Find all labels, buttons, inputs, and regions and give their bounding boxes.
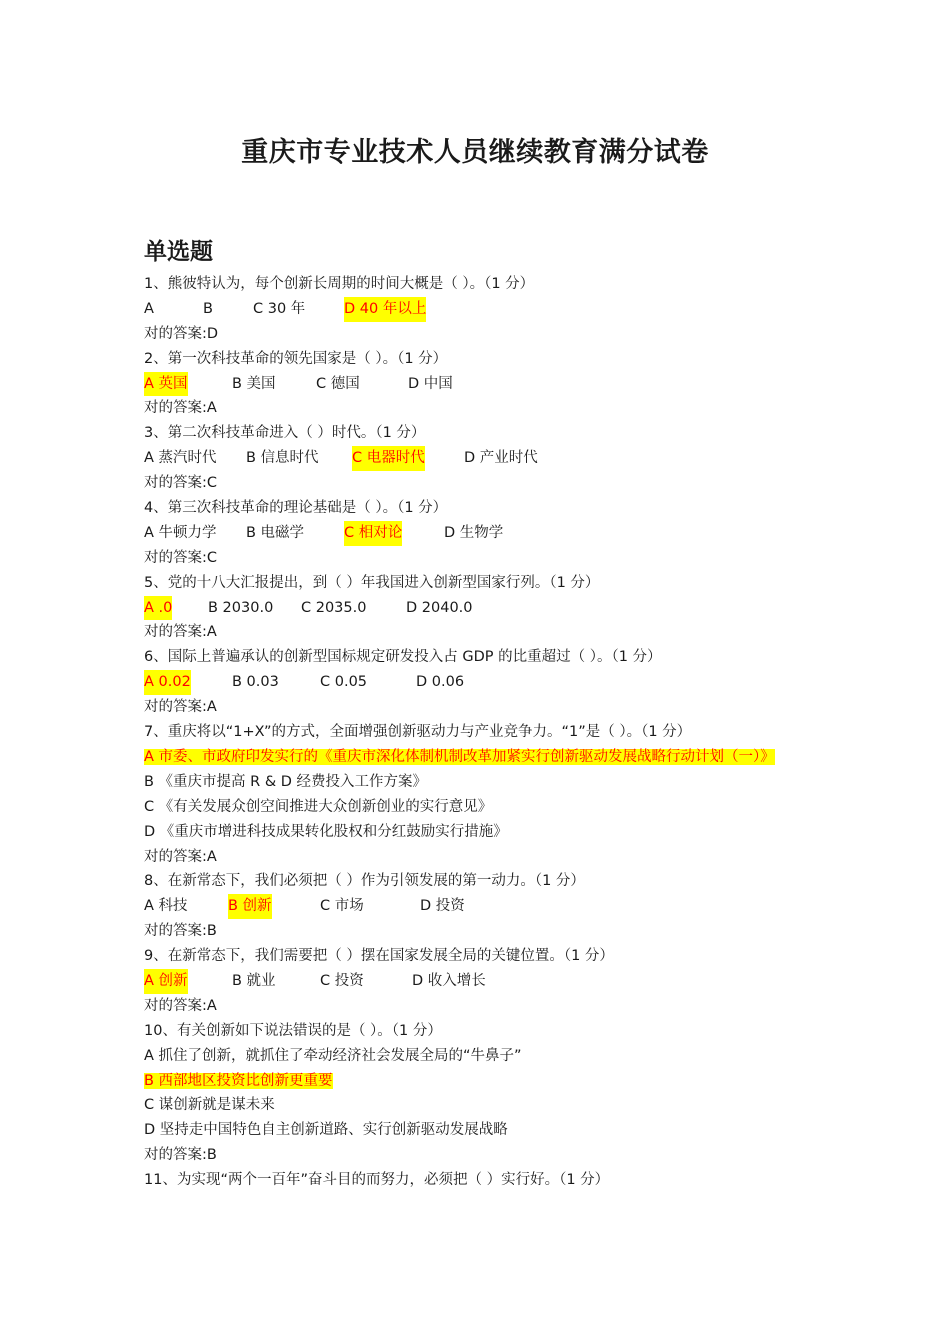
option-b: B 0.03 <box>232 674 279 691</box>
option-a-highlighted: A 市委、市政府印发实行的《重庆市深化体制机制改革加紧实行创新驱动发展战略行动计划（一）》 <box>144 748 775 765</box>
option-d: D 0.06 <box>416 674 465 691</box>
answer-text: 对的答案:A <box>144 848 217 865</box>
answer-text: 对的答案:A <box>144 997 217 1014</box>
option-c: C 投资 <box>320 972 364 989</box>
option-b: B <box>203 300 213 317</box>
answer-text: 对的答案:B <box>144 1147 217 1164</box>
option-c: C 30 年 <box>253 300 306 317</box>
option-a-highlighted: A .0 <box>144 596 172 621</box>
question-text: 2、第一次科技革命的领先国家是（ ）。（1 分） <box>144 350 448 367</box>
option-b: B 电磁学 <box>246 524 305 541</box>
option-d-highlighted: D 40 年以上 <box>344 297 426 322</box>
options-row <box>144 297 824 322</box>
answer-text: 对的答案:B <box>144 923 217 940</box>
option-c: C 市场 <box>320 898 364 915</box>
option-a: A 牛顿力学 <box>144 524 217 541</box>
option-b: B 就业 <box>232 972 276 989</box>
option-d: D 2040.0 <box>406 599 473 616</box>
question-text: 10、有关创新如下说法错误的是（ ）。（1 分） <box>144 1022 442 1039</box>
option-a-row <box>144 745 824 770</box>
answer-text: 对的答案:A <box>144 624 217 641</box>
option-b: B 信息时代 <box>246 450 319 467</box>
answer-text: 对的答案:C <box>144 475 218 492</box>
option-d: D 投资 <box>420 898 465 915</box>
question-list <box>144 272 824 1193</box>
option-a: A 抓住了创新，就抓住了牵动经济社会发展全局的“牛鼻子” <box>144 1047 522 1064</box>
option-d: D 生物学 <box>444 524 504 541</box>
option-c: C 德国 <box>316 375 360 392</box>
question-text: 11、为实现“两个一百年”奋斗目的而努力，必须把（ ）实行好。（1 分） <box>144 1172 610 1189</box>
option-b: B 《重庆市提高 R & D 经费投入工作方案》 <box>144 773 428 790</box>
option-b: B 2030.0 <box>208 599 274 616</box>
option-c: C 0.05 <box>320 674 368 691</box>
option-a-highlighted: A 英国 <box>144 372 188 397</box>
question-text: 8、在新常态下，我们必须把（ ）作为引领发展的第一动力。（1 分） <box>144 873 585 890</box>
question-text: 6、国际上普遍承认的创新型国标规定研发投入占 GDP 的比重超过（ ）。（1 分） <box>144 649 662 666</box>
option-c-highlighted: C 电器时代 <box>352 446 425 471</box>
question-text: 5、党的十八大汇报提出，到（ ）年我国进入创新型国家行列。（1 分） <box>144 574 600 591</box>
option-d: D 产业时代 <box>464 450 538 467</box>
option-c-highlighted: C 相对论 <box>344 521 402 546</box>
option-b-highlighted: B 西部地区投资比创新更重要 <box>144 1072 333 1089</box>
question-text: 9、在新常态下，我们需要把（ ）摆在国家发展全局的关键位置。（1 分） <box>144 948 614 965</box>
option-c: C 《有关发展众创空间推进大众创新创业的实行意见》 <box>144 798 493 815</box>
option-a-highlighted: A 0.02 <box>144 670 191 695</box>
options-row <box>144 521 824 546</box>
options-row <box>144 596 824 621</box>
answer-text: 对的答案:A <box>144 400 217 417</box>
section-heading: 单选题 <box>144 239 213 265</box>
option-a: A <box>144 300 154 317</box>
option-c: C 谋创新就是谋未来 <box>144 1097 275 1114</box>
options-row <box>144 446 824 471</box>
option-a-highlighted: A 创新 <box>144 969 188 994</box>
question-text: 7、重庆将以“1+X”的方式，全面增强创新驱动力与产业竞争力。“1”是（ ）。（1 分） <box>144 724 692 741</box>
option-b-highlighted: B 创新 <box>228 894 272 919</box>
option-a: A 蒸汽时代 <box>144 450 217 467</box>
option-c: C 2035.0 <box>301 599 367 616</box>
answer-text: 对的答案:A <box>144 699 217 716</box>
question-text: 1、熊彼特认为，每个创新长周期的时间大概是（ ）。（1 分） <box>144 276 535 292</box>
page-title: 重庆市专业技术人员继续教育满分试卷 <box>241 137 709 168</box>
option-d: D 中国 <box>408 375 453 392</box>
options-row <box>144 372 824 397</box>
options-row <box>144 670 824 695</box>
options-row <box>144 894 824 919</box>
option-d: D 《重庆市增进科技成果转化股权和分红鼓励实行措施》 <box>144 823 508 840</box>
question-text: 3、第二次科技革命进入（ ）时代。（1 分） <box>144 425 426 442</box>
option-d: D 坚持走中国特色自主创新道路、实行创新驱动发展战略 <box>144 1122 508 1139</box>
options-row <box>144 969 824 994</box>
option-a: A 科技 <box>144 898 188 915</box>
question-text: 4、第三次科技革命的理论基础是（ ）。（1 分） <box>144 500 448 517</box>
option-d: D 收入增长 <box>412 972 486 989</box>
answer-text: 对的答案:D <box>144 325 219 342</box>
answer-text: 对的答案:C <box>144 549 218 566</box>
option-b-row <box>144 1069 824 1094</box>
option-b: B 美国 <box>232 375 276 392</box>
